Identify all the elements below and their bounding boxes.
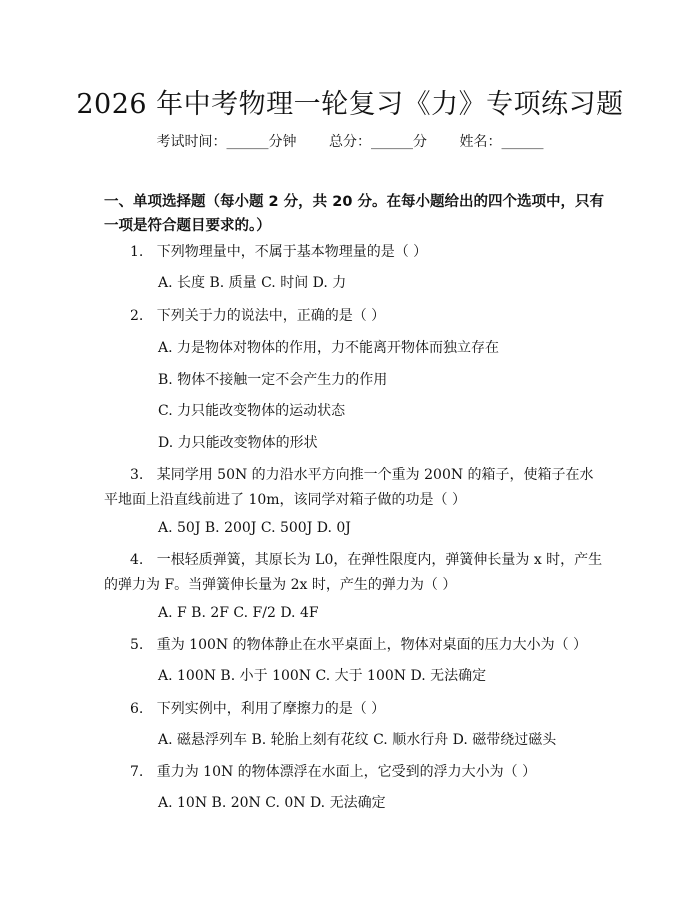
question-4 (104, 548, 604, 598)
question-number: 5. (130, 637, 144, 653)
question-text: 一根轻质弹簧，其原长为 L0，在弹性限度内，弹簧伸长量为 x 时，产生的弹力为 F。当弹簧伸长量为 2x 时，产生的弹力为（ ） (104, 552, 603, 593)
question-text: 重力为 10N 的物体漂浮在水面上，它受到的浮力大小为（ ） (156, 764, 537, 780)
question-number: 2. (130, 308, 144, 324)
question-text: 某同学用 50N 的力沿水平方向推一个重为 200N 的箱子，使箱子在水平地面上沿直线前进了 10m，该同学对箱子做的功是（ ） (104, 467, 594, 508)
question-number: 1. (130, 244, 144, 260)
question-text: 下列物理量中，不属于基本物理量的是（ ） (156, 244, 428, 260)
question-6-options: A. 磁悬浮列车 B. 轮胎上刻有花纹 C. 顺水行舟 D. 磁带绕过磁头 (158, 732, 557, 748)
question-number: 3. (130, 467, 144, 483)
question-number: 7. (130, 764, 144, 780)
question-text: 重为 100N 的物体静止在水平桌面上，物体对桌面的压力大小为（ ） (156, 637, 588, 653)
question-5 (104, 633, 604, 658)
exam-meta (0, 131, 700, 151)
exam-time-field: 考试时间：______分钟 (156, 134, 297, 150)
question-2-option-c: C. 力只能改变物体的运动状态 (158, 403, 346, 419)
question-1-options: A. 长度 B. 质量 C. 时间 D. 力 (158, 275, 347, 291)
question-1 (104, 240, 604, 265)
student-name-field: 姓名：______ (459, 134, 544, 150)
question-6 (104, 697, 604, 722)
question-7-options: A. 10N B. 20N C. 0N D. 无法确定 (158, 795, 386, 811)
question-number: 4. (130, 552, 144, 568)
question-2 (104, 304, 604, 329)
question-2-option-a: A. 力是物体对物体的作用，力不能离开物体而独立存在 (158, 340, 500, 356)
section-heading: 一、单项选择题（每小题 2 分，共 20 分。在每小题给出的四个选项中，只有一项是符合题目要求的。） (104, 194, 604, 234)
question-number: 6. (130, 701, 144, 717)
question-5-options: A. 100N B. 小于 100N C. 大于 100N D. 无法确定 (158, 668, 487, 684)
question-2-option-b: B. 物体不接触一定不会产生力的作用 (158, 372, 388, 388)
question-2-option-d: D. 力只能改变物体的形状 (158, 435, 318, 451)
question-3 (104, 463, 604, 513)
exam-title: 2026 年中考物理一轮复习《力》专项练习题 (76, 89, 624, 120)
question-4-options: A. F B. 2F C. F/2 D. 4F (158, 605, 319, 621)
total-score-field: 总分：______分 (329, 134, 427, 150)
question-3-options: A. 50J B. 200J C. 500J D. 0J (158, 520, 351, 536)
question-7 (104, 760, 604, 785)
question-text: 下列实例中，利用了摩擦力的是（ ） (156, 701, 386, 717)
question-text: 下列关于力的说法中，正确的是（ ） (156, 308, 386, 324)
